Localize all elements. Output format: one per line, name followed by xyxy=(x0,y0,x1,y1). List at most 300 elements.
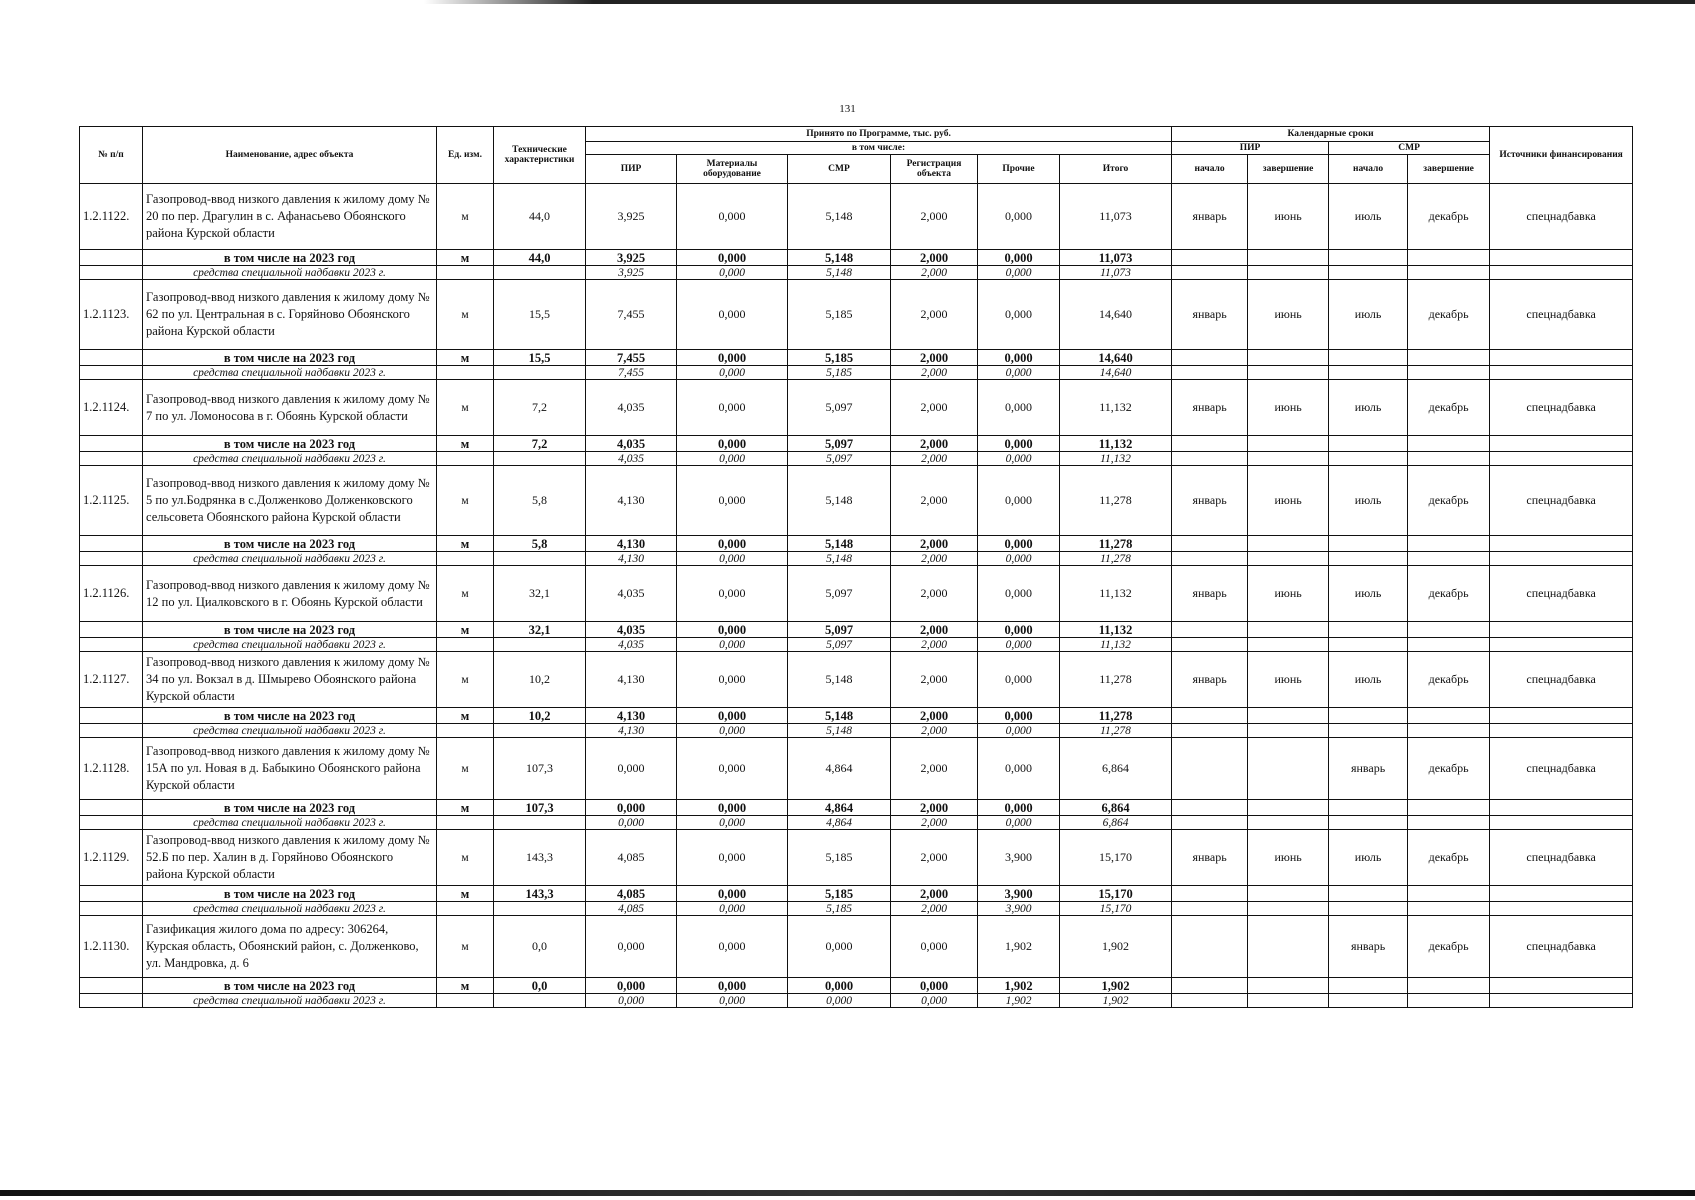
year-subtotal-row xyxy=(80,536,1633,552)
smr-finish: декабрь xyxy=(1408,916,1490,978)
empty-cell xyxy=(494,366,586,380)
smr-value: 4,864 xyxy=(788,800,891,816)
total-value: 6,864 xyxy=(1060,800,1172,816)
total-value: 11,073 xyxy=(1060,266,1172,280)
smr-start: июль xyxy=(1329,566,1408,622)
materials-value: 0,000 xyxy=(677,916,788,978)
funding-row xyxy=(80,816,1633,830)
empty-cell xyxy=(1172,366,1248,380)
total-value: 15,170 xyxy=(1060,902,1172,916)
subtotal-label: в том числе на 2023 год xyxy=(143,708,437,724)
empty-cell xyxy=(494,724,586,738)
empty-cell xyxy=(437,452,494,466)
other-value: 0,000 xyxy=(978,724,1060,738)
materials-value: 0,000 xyxy=(677,250,788,266)
pir-start: январь xyxy=(1172,380,1248,436)
empty-cell xyxy=(1248,436,1329,452)
empty-cell xyxy=(494,902,586,916)
registration-value: 2,000 xyxy=(891,366,978,380)
tech-value: 107,3 xyxy=(494,738,586,800)
other-value: 0,000 xyxy=(978,800,1060,816)
col-accepted: Принято по Программе, тыс. руб. xyxy=(586,127,1172,142)
registration-value: 2,000 xyxy=(891,380,978,436)
empty-cell xyxy=(80,622,143,638)
empty-cell xyxy=(1408,816,1490,830)
smr-value: 4,864 xyxy=(788,738,891,800)
pir-value: 0,000 xyxy=(586,916,677,978)
registration-value: 0,000 xyxy=(891,994,978,1008)
smr-start: июль xyxy=(1329,184,1408,250)
empty-cell xyxy=(1248,816,1329,830)
page-number: 131 xyxy=(839,103,856,115)
row-number: 1.2.1130. xyxy=(80,916,143,978)
col-pir-start: начало xyxy=(1172,155,1248,184)
empty-cell xyxy=(80,436,143,452)
empty-cell xyxy=(1408,250,1490,266)
row-number: 1.2.1122. xyxy=(80,184,143,250)
empty-cell xyxy=(494,266,586,280)
total-value: 11,132 xyxy=(1060,566,1172,622)
row-number: 1.2.1126. xyxy=(80,566,143,622)
funding-source: спецнадбавка xyxy=(1490,280,1633,350)
unit: м xyxy=(437,250,494,266)
empty-cell xyxy=(1408,622,1490,638)
funding-source: спецнадбавка xyxy=(1490,566,1633,622)
pir-value: 4,130 xyxy=(586,466,677,536)
funding-source: спецнадбавка xyxy=(1490,380,1633,436)
smr-start: июль xyxy=(1329,280,1408,350)
empty-cell xyxy=(1172,250,1248,266)
unit: м xyxy=(437,436,494,452)
smr-value: 5,185 xyxy=(788,366,891,380)
smr-value: 5,148 xyxy=(788,552,891,566)
empty-cell xyxy=(1172,886,1248,902)
funding-source: спецнадбавка xyxy=(1490,916,1633,978)
pir-value: 4,035 xyxy=(586,380,677,436)
materials-value: 0,000 xyxy=(677,994,788,1008)
pir-value: 3,925 xyxy=(586,184,677,250)
materials-value: 0,000 xyxy=(677,738,788,800)
pir-value: 4,130 xyxy=(586,724,677,738)
object-name: Газопровод-ввод низкого давления к жилому дому № 52.Б по пер. Халин в д. Горяйново Обоянского района Курской области xyxy=(143,830,437,886)
registration-value: 2,000 xyxy=(891,466,978,536)
empty-cell xyxy=(80,536,143,552)
year-subtotal-row xyxy=(80,350,1633,366)
funding-row xyxy=(80,994,1633,1008)
pir-value: 0,000 xyxy=(586,816,677,830)
total-value: 1,902 xyxy=(1060,978,1172,994)
empty-cell xyxy=(494,638,586,652)
tech-value: 107,3 xyxy=(494,800,586,816)
empty-cell xyxy=(1329,266,1408,280)
subtotal-label: в том числе на 2023 год xyxy=(143,350,437,366)
empty-cell xyxy=(1248,622,1329,638)
subtotal-label: в том числе на 2023 год xyxy=(143,436,437,452)
other-value: 0,000 xyxy=(978,436,1060,452)
empty-cell xyxy=(1329,366,1408,380)
pir-finish: июнь xyxy=(1248,184,1329,250)
smr-value: 0,000 xyxy=(788,978,891,994)
empty-cell xyxy=(1329,638,1408,652)
smr-finish: декабрь xyxy=(1408,380,1490,436)
smr-value: 5,148 xyxy=(788,250,891,266)
other-value: 1,902 xyxy=(978,994,1060,1008)
empty-cell xyxy=(1408,536,1490,552)
year-subtotal-row xyxy=(80,436,1633,452)
object-name: Газопровод-ввод низкого давления к жилому дому № 12 по ул. Циалковского в г. Обоянь Курской области xyxy=(143,566,437,622)
unit: м xyxy=(437,830,494,886)
empty-cell xyxy=(1172,724,1248,738)
funding-source: спецнадбавка xyxy=(1490,652,1633,708)
empty-cell xyxy=(1329,816,1408,830)
pir-finish xyxy=(1248,738,1329,800)
other-value: 0,000 xyxy=(978,552,1060,566)
pir-value: 0,000 xyxy=(586,978,677,994)
row-number: 1.2.1123. xyxy=(80,280,143,350)
subtotal-label: в том числе на 2023 год xyxy=(143,622,437,638)
empty-cell xyxy=(437,994,494,1008)
empty-cell xyxy=(80,978,143,994)
year-subtotal-row xyxy=(80,886,1633,902)
empty-cell xyxy=(1329,350,1408,366)
total-value: 14,640 xyxy=(1060,350,1172,366)
table-row xyxy=(80,380,1633,436)
smr-finish: декабрь xyxy=(1408,280,1490,350)
materials-value: 0,000 xyxy=(677,724,788,738)
smr-value: 5,185 xyxy=(788,886,891,902)
empty-cell xyxy=(437,724,494,738)
empty-cell xyxy=(437,266,494,280)
col-cal-pir: ПИР xyxy=(1172,142,1329,155)
pir-value: 3,925 xyxy=(586,250,677,266)
smr-value: 5,097 xyxy=(788,566,891,622)
unit: м xyxy=(437,916,494,978)
other-value: 0,000 xyxy=(978,566,1060,622)
empty-cell xyxy=(1172,350,1248,366)
funding-label: средства специальной надбавки 2023 г. xyxy=(143,994,437,1008)
col-sources: Источники финансирования xyxy=(1490,127,1633,184)
unit: м xyxy=(437,380,494,436)
funding-row xyxy=(80,266,1633,280)
empty-cell xyxy=(80,250,143,266)
table-row xyxy=(80,830,1633,886)
table-row xyxy=(80,184,1633,250)
materials-value: 0,000 xyxy=(677,366,788,380)
pir-finish: июнь xyxy=(1248,830,1329,886)
empty-cell xyxy=(1490,886,1633,902)
empty-cell xyxy=(437,552,494,566)
table-row xyxy=(80,566,1633,622)
tech-value: 143,3 xyxy=(494,830,586,886)
object-name: Газопровод-ввод низкого давления к жилому дому № 15А по ул. Новая в д. Бабыкино Обоянского района Курской области xyxy=(143,738,437,800)
empty-cell xyxy=(437,902,494,916)
registration-value: 2,000 xyxy=(891,280,978,350)
unit: м xyxy=(437,800,494,816)
smr-start: июль xyxy=(1329,466,1408,536)
year-subtotal-row xyxy=(80,708,1633,724)
smr-value: 5,097 xyxy=(788,452,891,466)
empty-cell xyxy=(1490,638,1633,652)
col-unit: Ед. изм. xyxy=(437,127,494,184)
materials-value: 0,000 xyxy=(677,902,788,916)
other-value: 0,000 xyxy=(978,350,1060,366)
subtotal-label: в том числе на 2023 год xyxy=(143,800,437,816)
empty-cell xyxy=(1248,350,1329,366)
empty-cell xyxy=(1490,452,1633,466)
tech-value: 32,1 xyxy=(494,622,586,638)
table-body xyxy=(80,184,1633,1008)
total-value: 11,132 xyxy=(1060,380,1172,436)
year-subtotal-row xyxy=(80,800,1633,816)
unit: м xyxy=(437,652,494,708)
empty-cell xyxy=(1408,350,1490,366)
smr-finish: декабрь xyxy=(1408,652,1490,708)
other-value: 0,000 xyxy=(978,380,1060,436)
empty-cell xyxy=(80,902,143,916)
smr-value: 5,097 xyxy=(788,380,891,436)
empty-cell xyxy=(1490,552,1633,566)
unit: м xyxy=(437,536,494,552)
other-value: 0,000 xyxy=(978,266,1060,280)
pir-value: 4,085 xyxy=(586,830,677,886)
other-value: 0,000 xyxy=(978,280,1060,350)
funding-source: спецнадбавка xyxy=(1490,466,1633,536)
total-value: 11,278 xyxy=(1060,466,1172,536)
empty-cell xyxy=(80,638,143,652)
materials-value: 0,000 xyxy=(677,800,788,816)
empty-cell xyxy=(1490,250,1633,266)
pir-start: январь xyxy=(1172,830,1248,886)
empty-cell xyxy=(1490,366,1633,380)
col-cal-smr: СМР xyxy=(1329,142,1490,155)
empty-cell xyxy=(1248,978,1329,994)
empty-cell xyxy=(1329,902,1408,916)
empty-cell xyxy=(1408,638,1490,652)
empty-cell xyxy=(1408,452,1490,466)
empty-cell xyxy=(1408,886,1490,902)
funding-label: средства специальной надбавки 2023 г. xyxy=(143,266,437,280)
empty-cell xyxy=(1248,536,1329,552)
smr-value: 5,148 xyxy=(788,266,891,280)
empty-cell xyxy=(1490,350,1633,366)
col-smr: СМР xyxy=(788,155,891,184)
empty-cell xyxy=(1490,978,1633,994)
total-value: 1,902 xyxy=(1060,994,1172,1008)
registration-value: 0,000 xyxy=(891,916,978,978)
empty-cell xyxy=(1248,724,1329,738)
other-value: 0,000 xyxy=(978,250,1060,266)
other-value: 0,000 xyxy=(978,652,1060,708)
unit: м xyxy=(437,738,494,800)
object-name: Газопровод-ввод низкого давления к жилому дому № 7 по ул. Ломоносова в г. Обоянь Курской области xyxy=(143,380,437,436)
smr-value: 5,185 xyxy=(788,280,891,350)
row-number: 1.2.1127. xyxy=(80,652,143,708)
empty-cell xyxy=(1248,366,1329,380)
program-table xyxy=(79,126,1633,1008)
other-value: 0,000 xyxy=(978,738,1060,800)
materials-value: 0,000 xyxy=(677,350,788,366)
registration-value: 2,000 xyxy=(891,724,978,738)
registration-value: 2,000 xyxy=(891,816,978,830)
tech-value: 10,2 xyxy=(494,708,586,724)
pir-value: 4,130 xyxy=(586,652,677,708)
empty-cell xyxy=(1490,902,1633,916)
empty-cell xyxy=(80,816,143,830)
empty-cell xyxy=(1172,978,1248,994)
year-subtotal-row xyxy=(80,622,1633,638)
materials-value: 0,000 xyxy=(677,380,788,436)
empty-cell xyxy=(1329,994,1408,1008)
registration-value: 2,000 xyxy=(891,902,978,916)
scan-edge-bottom xyxy=(0,1190,1695,1196)
empty-cell xyxy=(1329,436,1408,452)
smr-value: 5,185 xyxy=(788,902,891,916)
pir-start: январь xyxy=(1172,280,1248,350)
registration-value: 2,000 xyxy=(891,708,978,724)
total-value: 11,278 xyxy=(1060,536,1172,552)
smr-value: 0,000 xyxy=(788,994,891,1008)
materials-value: 0,000 xyxy=(677,978,788,994)
empty-cell xyxy=(1329,886,1408,902)
empty-cell xyxy=(1248,902,1329,916)
empty-cell xyxy=(1329,552,1408,566)
other-value: 0,000 xyxy=(978,466,1060,536)
smr-value: 5,148 xyxy=(788,724,891,738)
registration-value: 2,000 xyxy=(891,622,978,638)
pir-finish: июнь xyxy=(1248,566,1329,622)
pir-value: 4,035 xyxy=(586,566,677,622)
empty-cell xyxy=(1490,816,1633,830)
subtotal-label: в том числе на 2023 год xyxy=(143,886,437,902)
tech-value: 15,5 xyxy=(494,280,586,350)
empty-cell xyxy=(1329,452,1408,466)
pir-start: январь xyxy=(1172,466,1248,536)
empty-cell xyxy=(1248,638,1329,652)
registration-value: 2,000 xyxy=(891,250,978,266)
total-value: 11,073 xyxy=(1060,184,1172,250)
empty-cell xyxy=(1490,622,1633,638)
empty-cell xyxy=(1408,724,1490,738)
funding-row xyxy=(80,902,1633,916)
empty-cell xyxy=(80,266,143,280)
registration-value: 2,000 xyxy=(891,452,978,466)
registration-value: 2,000 xyxy=(891,800,978,816)
empty-cell xyxy=(80,708,143,724)
empty-cell xyxy=(80,552,143,566)
empty-cell xyxy=(1248,886,1329,902)
unit: м xyxy=(437,708,494,724)
unit: м xyxy=(437,184,494,250)
other-value: 0,000 xyxy=(978,366,1060,380)
materials-value: 0,000 xyxy=(677,566,788,622)
empty-cell xyxy=(1172,452,1248,466)
other-value: 0,000 xyxy=(978,816,1060,830)
smr-value: 5,097 xyxy=(788,436,891,452)
funding-source: спецнадбавка xyxy=(1490,184,1633,250)
empty-cell xyxy=(1490,436,1633,452)
pir-start xyxy=(1172,738,1248,800)
object-name: Газопровод-ввод низкого давления к жилому дому № 20 по пер. Драгулин в с. Афанасьево Обоянского района Курской области xyxy=(143,184,437,250)
empty-cell xyxy=(1490,994,1633,1008)
registration-value: 2,000 xyxy=(891,436,978,452)
empty-cell xyxy=(1172,708,1248,724)
materials-value: 0,000 xyxy=(677,622,788,638)
empty-cell xyxy=(1329,622,1408,638)
tech-value: 44,0 xyxy=(494,184,586,250)
empty-cell xyxy=(1490,724,1633,738)
col-materials: Материалы оборудование xyxy=(677,155,788,184)
smr-finish: декабрь xyxy=(1408,184,1490,250)
empty-cell xyxy=(1172,800,1248,816)
registration-value: 2,000 xyxy=(891,652,978,708)
pir-start xyxy=(1172,916,1248,978)
total-value: 11,132 xyxy=(1060,638,1172,652)
empty-cell xyxy=(1172,536,1248,552)
col-registration: Регистрация объекта xyxy=(891,155,978,184)
scan-edge-top xyxy=(0,0,1695,4)
empty-cell xyxy=(494,994,586,1008)
empty-cell xyxy=(1408,266,1490,280)
total-value: 15,170 xyxy=(1060,886,1172,902)
table-row xyxy=(80,916,1633,978)
object-name: Газификация жилого дома по адресу: 306264, Курская область, Обоянский район, с. Долженково, ул. Мандровка, д. 6 xyxy=(143,916,437,978)
empty-cell xyxy=(1172,994,1248,1008)
pir-finish: июнь xyxy=(1248,652,1329,708)
empty-cell xyxy=(437,638,494,652)
row-number: 1.2.1125. xyxy=(80,466,143,536)
empty-cell xyxy=(1408,994,1490,1008)
empty-cell xyxy=(1408,436,1490,452)
pir-value: 4,035 xyxy=(586,622,677,638)
smr-finish: декабрь xyxy=(1408,566,1490,622)
smr-value: 0,000 xyxy=(788,916,891,978)
row-number: 1.2.1124. xyxy=(80,380,143,436)
empty-cell xyxy=(1490,266,1633,280)
other-value: 3,900 xyxy=(978,902,1060,916)
smr-value: 5,185 xyxy=(788,830,891,886)
empty-cell xyxy=(80,994,143,1008)
empty-cell xyxy=(1490,708,1633,724)
unit: м xyxy=(437,622,494,638)
funding-source: спецнадбавка xyxy=(1490,738,1633,800)
empty-cell xyxy=(494,452,586,466)
other-value: 0,000 xyxy=(978,622,1060,638)
registration-value: 2,000 xyxy=(891,886,978,902)
total-value: 11,132 xyxy=(1060,452,1172,466)
smr-value: 5,148 xyxy=(788,652,891,708)
col-smr-start: начало xyxy=(1329,155,1408,184)
row-number: 1.2.1128. xyxy=(80,738,143,800)
smr-start: январь xyxy=(1329,916,1408,978)
empty-cell xyxy=(80,452,143,466)
materials-value: 0,000 xyxy=(677,452,788,466)
pir-value: 4,035 xyxy=(586,638,677,652)
registration-value: 2,000 xyxy=(891,738,978,800)
empty-cell xyxy=(1248,266,1329,280)
total-value: 6,864 xyxy=(1060,816,1172,830)
smr-value: 4,864 xyxy=(788,816,891,830)
registration-value: 2,000 xyxy=(891,638,978,652)
col-smr-finish: завершение xyxy=(1408,155,1490,184)
empty-cell xyxy=(1408,552,1490,566)
empty-cell xyxy=(1490,800,1633,816)
funding-row xyxy=(80,552,1633,566)
registration-value: 2,000 xyxy=(891,184,978,250)
col-calendar: Календарные сроки xyxy=(1172,127,1490,142)
materials-value: 0,000 xyxy=(677,652,788,708)
registration-value: 2,000 xyxy=(891,552,978,566)
funding-label: средства специальной надбавки 2023 г. xyxy=(143,724,437,738)
